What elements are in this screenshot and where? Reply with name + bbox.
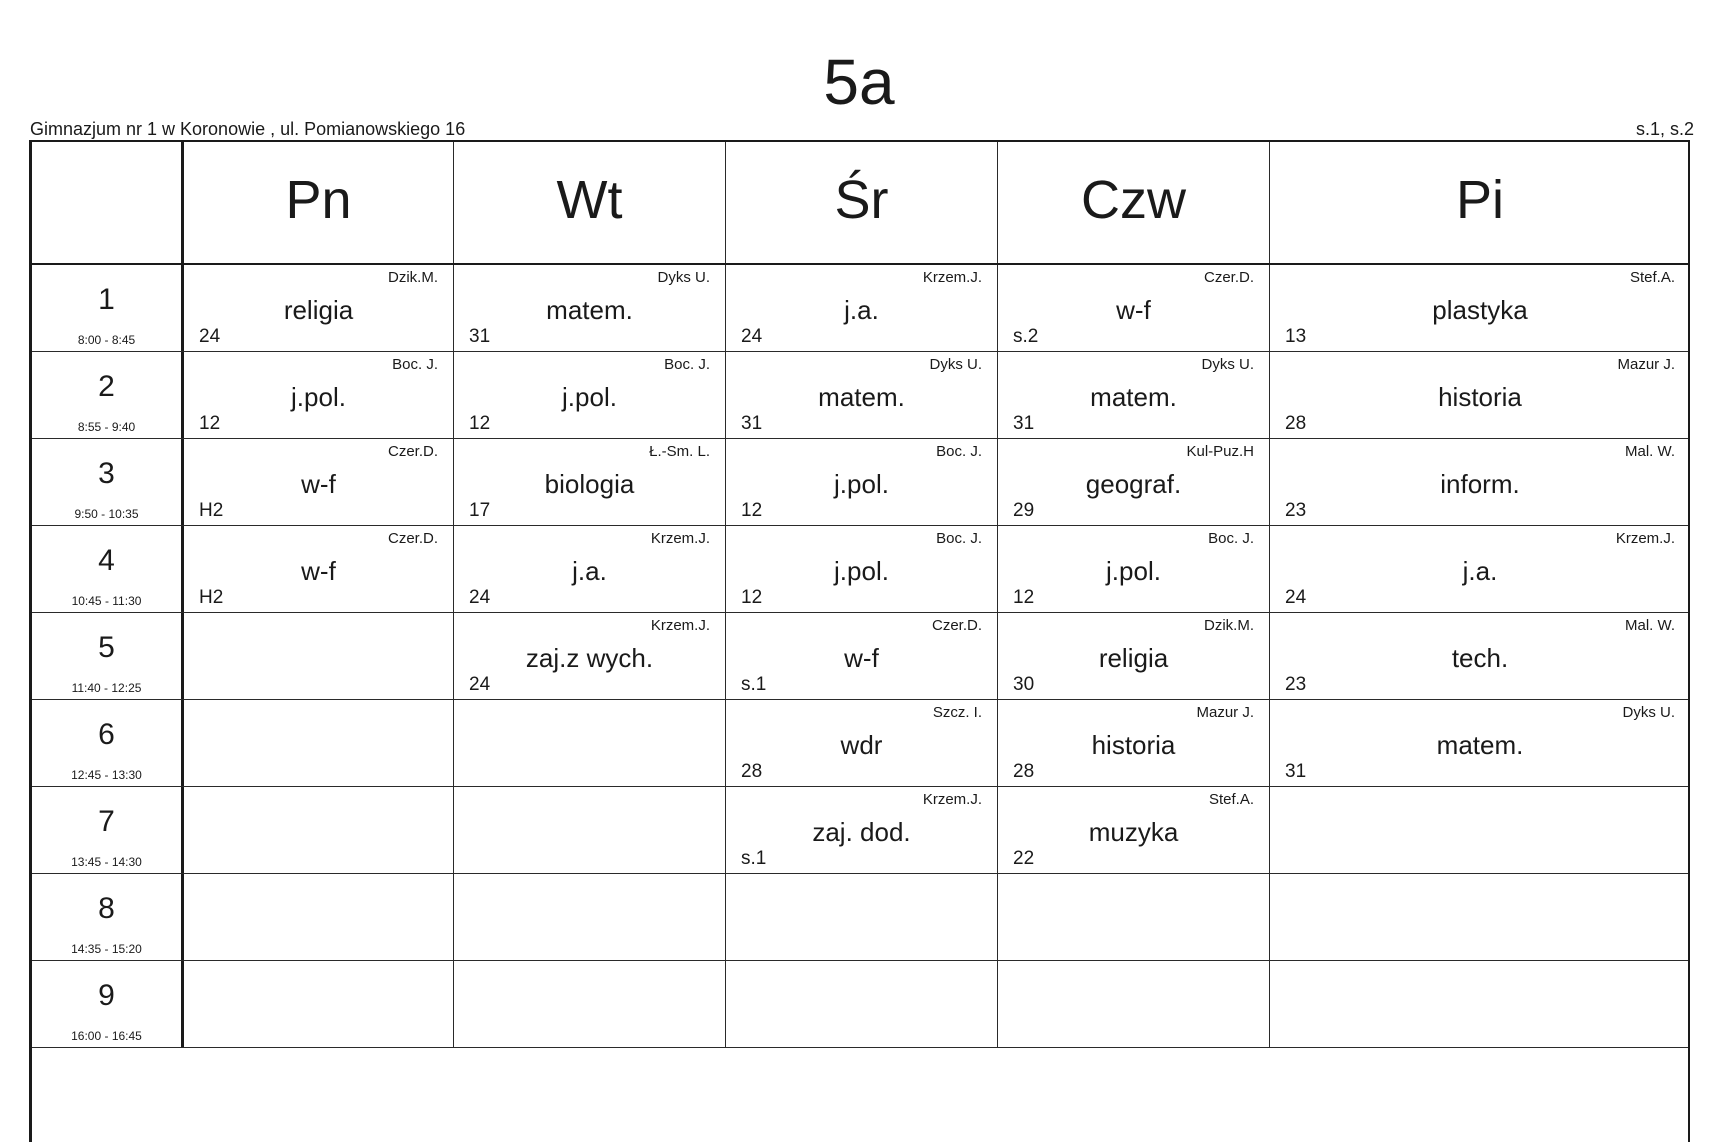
class-title: 5a (823, 46, 895, 118)
subject-label: plastyka (1432, 295, 1528, 325)
lesson-cell-pn (181, 874, 453, 960)
day-label: Wt (556, 170, 623, 230)
lesson-cell-sr (725, 439, 997, 525)
subject-label: wdr (840, 730, 883, 760)
teacher-label: Stef.A. (1208, 791, 1254, 808)
teacher-label: Krzem.J. (650, 530, 710, 547)
lesson-cell-czw (997, 265, 1269, 351)
subject-label: historia (1091, 730, 1176, 760)
room-label: 12 (1013, 587, 1035, 608)
subject-label: j.a. (1462, 556, 1498, 586)
lesson-cell-czw (997, 700, 1269, 786)
subject-label: j.a. (844, 295, 879, 325)
period-number: 7 (98, 805, 115, 838)
lesson-cell-wt (453, 352, 725, 438)
subject-label: matem. (818, 382, 905, 412)
room-label: 30 (1013, 674, 1035, 695)
period-cell (32, 613, 181, 699)
teacher-label: Mal. W. (1624, 617, 1675, 634)
lesson-cell-czw (997, 439, 1269, 525)
teacher-label: Krzem.J. (650, 617, 710, 634)
lesson-cell-wt (453, 526, 725, 612)
period-row (32, 526, 1690, 613)
lesson-cell-pn (181, 700, 453, 786)
period-cell (32, 700, 181, 786)
timetable-grid (29, 140, 1690, 1142)
teacher-label: Stef.A. (1629, 269, 1675, 286)
period-cell (32, 265, 181, 351)
day-header-sr (725, 142, 997, 263)
lesson-cell-czw (997, 352, 1269, 438)
period-number: 8 (98, 892, 115, 925)
subject-label: j.pol. (1106, 556, 1161, 586)
day-label: Pi (1455, 170, 1504, 230)
teacher-label: Boc. J. (936, 443, 982, 460)
lesson-cell-pn (181, 613, 453, 699)
teacher-label: Krzem.J. (1615, 530, 1675, 547)
lesson-cell-wt (453, 700, 725, 786)
rooms-label: s.1, s.2 (1635, 119, 1694, 139)
subject-label: religia (1098, 643, 1169, 673)
subject-label: zaj.z wych. (525, 643, 654, 673)
lesson-cell-sr (725, 874, 997, 960)
period-cell (32, 439, 181, 525)
room-label: 12 (741, 587, 763, 608)
day-header-pn (181, 142, 453, 263)
lesson-cell-pi (1269, 265, 1690, 351)
period-row (32, 700, 1690, 787)
subject-label: j.pol. (291, 382, 346, 412)
teacher-label: Czer.D. (387, 443, 438, 460)
day-header-pi (1269, 142, 1690, 263)
period-number: 1 (98, 283, 115, 316)
teacher-label: Mal. W. (1624, 443, 1675, 460)
lesson-cell-sr (725, 700, 997, 786)
period-cell (32, 787, 181, 873)
subject-label: matem. (546, 295, 633, 325)
teacher-label: Ł.-Sm. L. (649, 443, 710, 460)
teacher-label: Czer.D. (1203, 269, 1254, 286)
room-label: 13 (1285, 326, 1307, 347)
period-time: 10:45 - 11:30 (71, 594, 142, 608)
room-label: 31 (1285, 761, 1307, 782)
day-label: Czw (1081, 170, 1186, 230)
lesson-cell-pn (181, 787, 453, 873)
room-label: s.1 (741, 848, 767, 869)
room-label: 31 (1013, 413, 1035, 434)
period-cell (32, 526, 181, 612)
room-label: H2 (199, 500, 224, 521)
lesson-cell-wt (453, 439, 725, 525)
period-row (32, 265, 1690, 352)
teacher-label: Krzem.J. (922, 791, 982, 808)
lesson-cell-pn (181, 961, 453, 1047)
lesson-cell-sr (725, 787, 997, 873)
header-row (32, 142, 1690, 265)
room-label: s.1 (741, 674, 767, 695)
teacher-label: Mazur J. (1196, 704, 1254, 721)
teacher-label: Szcz. I. (932, 704, 982, 721)
room-label: H2 (199, 587, 224, 608)
room-label: 28 (1013, 761, 1035, 782)
subject-label: historia (1438, 382, 1522, 412)
lesson-cell-pi (1269, 352, 1690, 438)
subject-label: j.a. (572, 556, 607, 586)
period-number: 6 (98, 718, 115, 751)
subject-label: j.pol. (562, 382, 617, 412)
period-number: 2 (98, 370, 115, 403)
room-label: 28 (1285, 413, 1307, 434)
subject-label: w-f (844, 643, 879, 673)
teacher-label: Dyks U. (657, 269, 710, 286)
subject-label: matem. (1090, 382, 1177, 412)
period-time: 14:35 - 15:20 (71, 942, 142, 956)
room-label: 23 (1285, 674, 1307, 695)
room-label: 24 (199, 326, 221, 347)
teacher-label: Boc. J. (936, 530, 982, 547)
subject-label: geograf. (1085, 469, 1182, 499)
room-label: 12 (469, 413, 491, 434)
period-time: 13:45 - 14:30 (71, 855, 142, 869)
period-time: 12:45 - 13:30 (71, 768, 142, 782)
lesson-cell-czw (997, 787, 1269, 873)
teacher-label: Boc. J. (1208, 530, 1254, 547)
period-cell (32, 874, 181, 960)
teacher-label: Kul-Puz.H (1186, 443, 1254, 460)
room-label: s.2 (1013, 326, 1039, 347)
teacher-label: Dyks U. (1622, 704, 1675, 721)
lesson-cell-pi (1269, 439, 1690, 525)
subject-label: w-f (301, 556, 336, 586)
lesson-cell-czw (997, 874, 1269, 960)
subject-label: j.pol. (834, 556, 889, 586)
subject-label: biologia (544, 469, 635, 499)
room-label: 12 (741, 500, 763, 521)
subject-label: religia (283, 295, 354, 325)
lesson-cell-pi (1269, 613, 1690, 699)
lesson-cell-pi (1269, 961, 1690, 1047)
period-time: 8:55 - 9:40 (77, 420, 136, 434)
teacher-label: Dyks U. (929, 356, 982, 373)
period-row (32, 874, 1690, 961)
room-label: 24 (469, 587, 491, 608)
lesson-cell-pn (181, 265, 453, 351)
period-row (32, 787, 1690, 874)
subject-label: w-f (1116, 295, 1151, 325)
day-header-czw (997, 142, 1269, 263)
subject-label: inform. (1440, 469, 1520, 499)
teacher-label: Krzem.J. (922, 269, 982, 286)
lesson-cell-pn (181, 526, 453, 612)
subject-label: w-f (301, 469, 336, 499)
subject-label: tech. (1451, 643, 1509, 673)
teacher-label: Boc. J. (392, 356, 438, 373)
lesson-cell-sr (725, 613, 997, 699)
room-label: 17 (469, 500, 491, 521)
room-label: 22 (1013, 848, 1035, 869)
lesson-cell-sr (725, 526, 997, 612)
period-number: 3 (98, 457, 115, 490)
lesson-cell-czw (997, 526, 1269, 612)
lesson-cell-pn (181, 439, 453, 525)
lesson-cell-czw (997, 613, 1269, 699)
lesson-cell-wt (453, 874, 725, 960)
subject-label: zaj. dod. (812, 817, 911, 847)
room-label: 31 (741, 413, 763, 434)
day-label: Śr (834, 170, 889, 230)
teacher-label: Dzik.M. (1204, 617, 1254, 634)
lesson-cell-czw (997, 961, 1269, 1047)
lesson-cell-pi (1269, 787, 1690, 873)
lesson-cell-wt (453, 265, 725, 351)
lesson-cell-sr (725, 265, 997, 351)
subject-label: j.pol. (834, 469, 889, 499)
lesson-cell-wt (453, 613, 725, 699)
period-row (32, 961, 1690, 1048)
teacher-label: Mazur J. (1617, 356, 1675, 373)
teacher-label: Boc. J. (664, 356, 710, 373)
room-label: 23 (1285, 500, 1307, 521)
period-cell (32, 352, 181, 438)
period-number: 5 (98, 631, 115, 664)
period-time: 16:00 - 16:45 (71, 1029, 142, 1043)
lesson-cell-wt (453, 961, 725, 1047)
subject-label: matem. (1436, 730, 1524, 760)
room-label: 24 (1285, 587, 1307, 608)
room-label: 24 (741, 326, 763, 347)
period-time: 9:50 - 10:35 (74, 507, 139, 521)
lesson-cell-pi (1269, 700, 1690, 786)
period-time: 11:40 - 12:25 (71, 681, 142, 695)
period-row (32, 352, 1690, 439)
header-corner-cell (32, 142, 181, 263)
teacher-label: Dzik.M. (388, 269, 438, 286)
teacher-label: Czer.D. (931, 617, 982, 634)
room-label: 29 (1013, 500, 1035, 521)
period-number: 4 (98, 544, 115, 577)
subject-label: muzyka (1088, 817, 1179, 847)
period-number: 9 (98, 979, 115, 1012)
lesson-cell-sr (725, 961, 997, 1047)
period-row (32, 613, 1690, 700)
school-address: Gimnazjum nr 1 w Koronowie , ul. Pomianowskiego 16 (30, 119, 466, 139)
room-label: 12 (199, 413, 221, 434)
lesson-cell-pn (181, 352, 453, 438)
room-label: 24 (469, 674, 491, 695)
teacher-label: Dyks U. (1201, 356, 1254, 373)
lesson-cell-pi (1269, 526, 1690, 612)
teacher-label: Czer.D. (387, 530, 438, 547)
lesson-cell-sr (725, 352, 997, 438)
day-header-wt (453, 142, 725, 263)
lesson-cell-wt (453, 787, 725, 873)
room-label: 28 (741, 761, 763, 782)
room-label: 31 (469, 326, 491, 347)
period-row (32, 439, 1690, 526)
day-label: Pn (285, 170, 352, 230)
lesson-cell-pi (1269, 874, 1690, 960)
period-cell (32, 961, 181, 1047)
period-time: 8:00 - 8:45 (77, 333, 136, 347)
